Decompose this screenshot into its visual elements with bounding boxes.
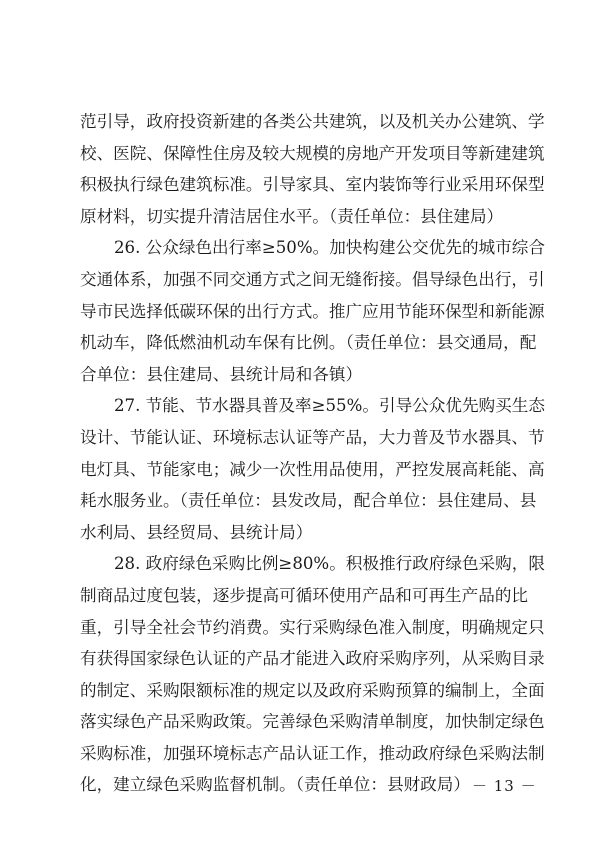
- page-number: － 13 －: [472, 777, 537, 795]
- text-line: 积极执行绿色建筑标准。引导家具、室内装饰等行业采用环保型: [80, 175, 545, 195]
- text-line: 有获得国家绿色认证的产品才能进入政府采购序列，从采购目录: [80, 649, 545, 669]
- text-line: 交通体系，加强不同交通方式之间无缝衔接。倡导绿色出行，引: [80, 269, 545, 289]
- text-line: 机动车，降低燃油机动车保有比例。（责任单位：县交通局，配: [80, 333, 537, 353]
- text-line: 合单位：县住建局、县统计局和各镇）: [80, 364, 363, 384]
- text-line: 的制定、采购限额标准的规定以及政府采购预算的编制上，全面: [80, 680, 545, 700]
- text-line: 重，引导全社会节约消费。实行采购绿色准入制度，明确规定只: [80, 617, 545, 637]
- text-line: 原材料，切实提升清洁居住水平。（责任单位：县住建局）: [80, 206, 504, 226]
- text-line: 采购标准，加强环境标志产品认证工作，推动政府绿色采购法制: [80, 743, 545, 763]
- text-line: 范引导，政府投资新建的各类公共建筑，以及机关办公建筑、学: [80, 112, 545, 131]
- text-line: 落实绿色产品采购政策。完善绿色采购清单制度，加快制定绿色: [80, 712, 545, 732]
- item-26-heading-line: 26. 公众绿色出行率≥50%。加快构建公交优先的城市综合: [114, 238, 545, 258]
- text-line: 制商品过度包装，逐步提高可循环使用产品和可再生产品的比: [80, 585, 529, 605]
- text-line: 校、医院、保障性住房及较大规模的房地产开发项目等新建建筑: [80, 143, 545, 163]
- item-28-heading-line: 28. 政府绿色采购比例≥80%。积极推行政府绿色采购，限: [114, 554, 545, 574]
- text-line: 导市民选择低碳环保的出行方式。推广应用节能环保型和新能源: [80, 301, 545, 321]
- text-line: 设计、节能认证、环境标志认证等产品，大力普及节水器具、节: [80, 427, 545, 447]
- text-line: 电灯具、节能家电；减少一次性用品使用，严控发展高耗能、高: [80, 459, 545, 479]
- body-text: [80, 106, 545, 801]
- item-27-heading-line: 27. 节能、节水器具普及率≥55%。引导公众优先购买生态: [114, 396, 545, 416]
- text-line: 化，建立绿色采购监督机制。（责任单位：县财政局）: [80, 775, 470, 795]
- text-line: 水利局、县经贸局、县统计局）: [80, 522, 313, 542]
- text-line: 耗水服务业。（责任单位：县发改局，配合单位：县住建局、县: [80, 491, 537, 511]
